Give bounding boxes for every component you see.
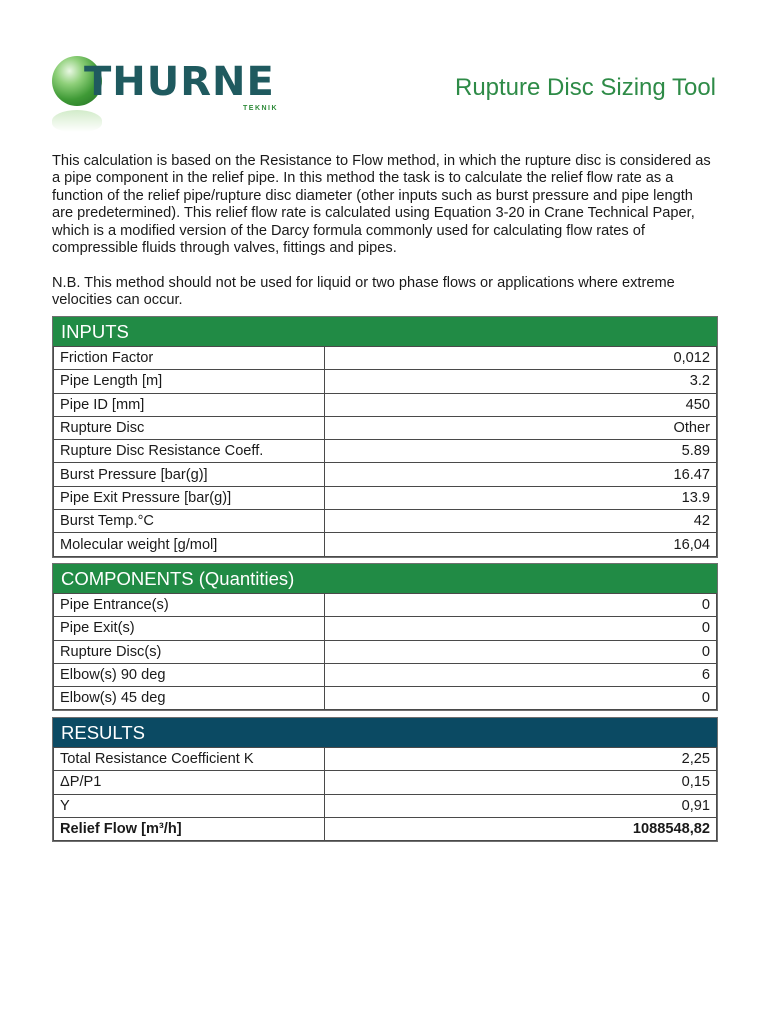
pressure-ratio-value: 0,15 — [325, 771, 717, 794]
row-label: Rupture Disc — [54, 416, 325, 439]
relief-flow-value: 1088548,82 — [325, 817, 717, 840]
table-row — [54, 617, 717, 640]
burst-temp-field[interactable]: 42 — [325, 510, 717, 533]
elbow-90-field[interactable]: 6 — [325, 663, 717, 686]
table-row — [54, 393, 717, 416]
row-label: Burst Pressure [bar(g)] — [54, 463, 325, 486]
page-title: Rupture Disc Sizing Tool — [454, 74, 716, 101]
friction-factor-field[interactable]: 0,012 — [325, 347, 717, 370]
elbow-45-field[interactable]: 0 — [325, 687, 717, 710]
logo-reflection — [52, 110, 102, 132]
pipe-entrance-field[interactable]: 0 — [325, 594, 717, 617]
exit-pressure-field[interactable]: 13.9 — [325, 486, 717, 509]
row-label: Pipe ID [mm] — [54, 393, 325, 416]
row-label: Y — [54, 794, 325, 817]
row-label: Rupture Disc(s) — [54, 640, 325, 663]
results-section — [52, 717, 718, 842]
table-row — [54, 370, 717, 393]
components-table — [53, 593, 717, 710]
resistance-coeff-field[interactable]: 5.89 — [325, 440, 717, 463]
inputs-header: INPUTS — [53, 317, 717, 346]
table-row — [54, 486, 717, 509]
total-resistance-value: 2,25 — [325, 748, 717, 771]
molecular-weight-field[interactable]: 16,04 — [325, 533, 717, 556]
table-row — [54, 687, 717, 710]
pipe-exit-field[interactable]: 0 — [325, 617, 717, 640]
components-section — [52, 563, 718, 711]
components-header: COMPONENTS (Quantities) — [53, 564, 717, 593]
row-label: Pipe Entrance(s) — [54, 594, 325, 617]
thurne-logo — [50, 52, 310, 132]
table-row — [54, 640, 717, 663]
table-row — [54, 663, 717, 686]
table-row — [54, 817, 717, 840]
row-label: Pipe Exit Pressure [bar(g)] — [54, 486, 325, 509]
results-table — [53, 747, 717, 841]
intro-paragraph-2: N.B. This method should not be used for liquid or two phase flows or applications where extreme velocities can occur. — [52, 274, 675, 309]
row-label: Burst Temp.°C — [54, 510, 325, 533]
row-label: Pipe Exit(s) — [54, 617, 325, 640]
table-row — [54, 440, 717, 463]
row-label: Elbow(s) 90 deg — [54, 663, 325, 686]
row-label: Molecular weight [g/mol] — [54, 533, 325, 556]
row-label: Rupture Disc Resistance Coeff. — [54, 440, 325, 463]
table-row — [54, 416, 717, 439]
table-row — [54, 510, 717, 533]
burst-pressure-field[interactable]: 16.47 — [325, 463, 717, 486]
inputs-table — [53, 346, 717, 557]
table-row — [54, 771, 717, 794]
row-label: Total Resistance Coefficient K — [54, 748, 325, 771]
logo-subtext: TEKNIK — [243, 105, 279, 112]
rupture-disc-count-field[interactable]: 0 — [325, 640, 717, 663]
y-factor-value: 0,91 — [325, 794, 717, 817]
logo-wordmark: THURNE — [84, 59, 275, 105]
table-row — [54, 347, 717, 370]
rupture-disc-select[interactable]: Other — [325, 416, 717, 439]
row-label: Pipe Length [m] — [54, 370, 325, 393]
table-row — [54, 533, 717, 556]
table-row — [54, 794, 717, 817]
results-header: RESULTS — [53, 718, 717, 747]
pipe-length-field[interactable]: 3.2 — [325, 370, 717, 393]
table-row — [54, 463, 717, 486]
table-row — [54, 748, 717, 771]
inputs-section — [52, 316, 718, 558]
intro-text — [52, 153, 718, 327]
pipe-id-field[interactable]: 450 — [325, 393, 717, 416]
row-label: Relief Flow [m³/h] — [54, 817, 325, 840]
table-row — [54, 594, 717, 617]
intro-paragraph-1: This calculation is based on the Resistance to Flow method, in which the rupture disc is considered as a pipe component in the relief pipe. In this method the task is to calculate the relief flow rate as a function of the relief pipe/rupture disc diameter (other inputs such as burst pressure and pipe length are predetermined). This relief flow rate is calculated using Equation 3-20 in Crane Technical Paper, which is a modified version of the Darcy formula commonly used for calculating flow rates of compressible fluids through valves, fittings and pipes. — [52, 153, 711, 257]
row-label: ΔP/P1 — [54, 771, 325, 794]
row-label: Elbow(s) 45 deg — [54, 687, 325, 710]
row-label: Friction Factor — [54, 347, 325, 370]
